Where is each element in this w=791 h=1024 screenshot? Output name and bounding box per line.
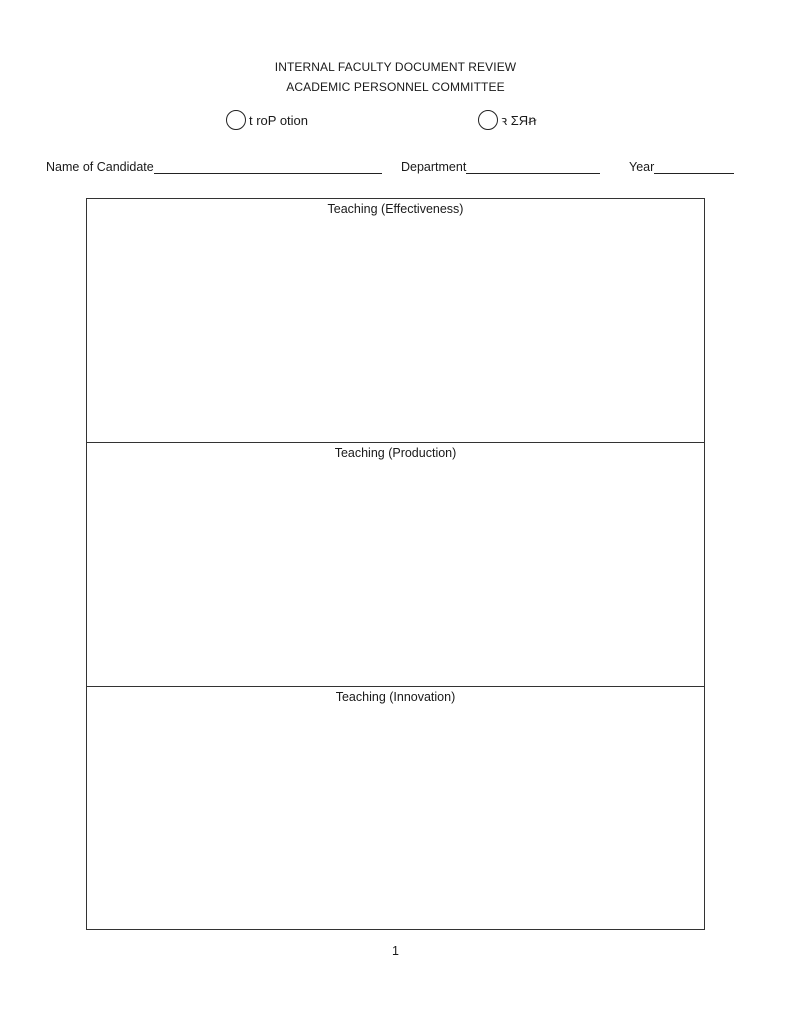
option-label: ꝛ ΣЯꞥ	[501, 113, 537, 128]
option-promotion[interactable]	[226, 108, 308, 132]
section-title: Teaching (Effectiveness)	[327, 202, 464, 216]
committee-title: ACADEMIC PERSONNEL COMMITTEE	[286, 80, 505, 94]
option-label: t roP otion	[249, 112, 309, 128]
page-number: 1	[392, 944, 399, 958]
department-label: Department	[401, 160, 467, 174]
section-teaching-effectiveness[interactable]	[87, 199, 704, 442]
section-title: Teaching (Innovation)	[335, 690, 456, 704]
year-line[interactable]	[654, 160, 734, 174]
candidate-info-row	[0, 160, 791, 180]
candidate-name-line[interactable]	[154, 160, 382, 174]
review-table	[86, 198, 705, 930]
document-title: INTERNAL FACULTY DOCUMENT REVIEW	[274, 60, 517, 74]
candidate-name-label: Name of Candidate	[46, 160, 154, 174]
department-field[interactable]	[401, 160, 600, 174]
candidate-name-field[interactable]	[46, 160, 382, 174]
section-title: Teaching (Production)	[334, 446, 457, 460]
radio-circle-icon[interactable]	[226, 110, 246, 130]
option-tenure[interactable]	[478, 108, 536, 132]
year-label: Year	[629, 160, 655, 174]
section-teaching-innovation[interactable]	[87, 686, 704, 929]
year-field[interactable]	[629, 160, 734, 174]
section-teaching-production[interactable]	[87, 442, 704, 685]
radio-circle-icon[interactable]	[478, 110, 498, 130]
department-line[interactable]	[466, 160, 600, 174]
